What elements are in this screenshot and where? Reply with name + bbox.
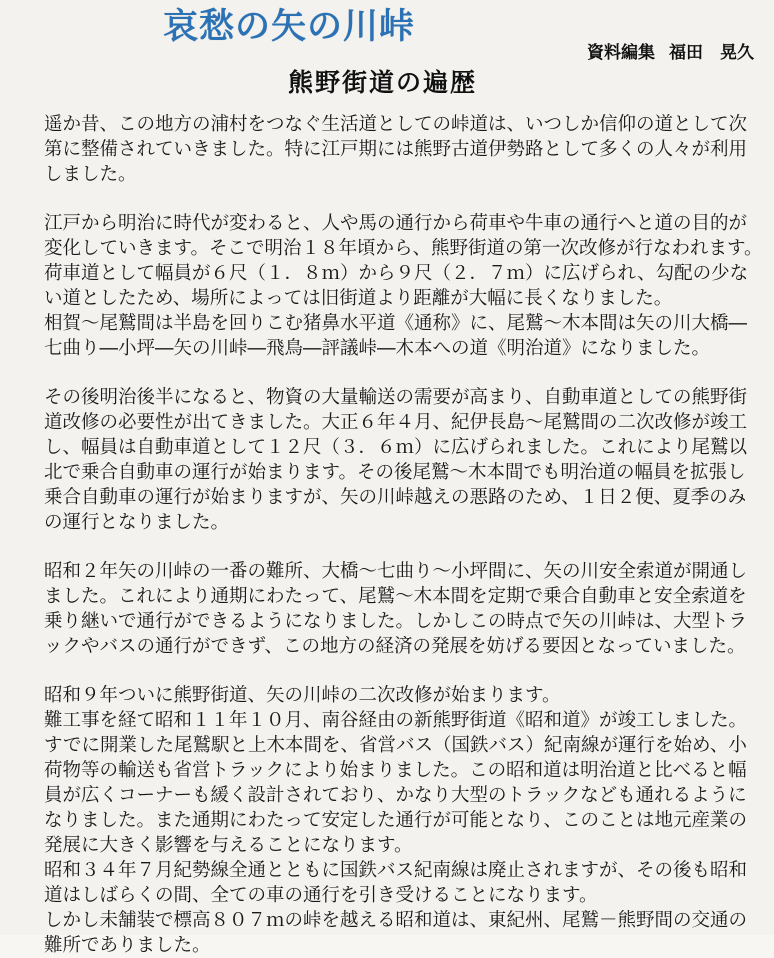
- paragraph-line: ックやバスの通行ができず、この地方の経済の発展を妨げる要因となっていました。: [44, 636, 746, 657]
- paragraph-line: し、幅員は自動車道として１２尺（３．６ｍ）に広げられました。これにより尾鷲以: [44, 437, 748, 458]
- paragraph: [44, 385, 774, 535]
- paragraph-line: い道としたため、場所によっては旧街道より距離が大幅に長くなりました。: [44, 288, 673, 309]
- paragraph-line: しました。: [44, 164, 137, 185]
- paragraph-line: その後明治後半になると、物資の大量輸送の需要が高まり、自動車道としての熊野街: [44, 387, 748, 408]
- paragraph-line: 七曲り―小坪―矢の川峠―飛鳥―評議峠―木本への道《明治道》になりました。: [44, 338, 711, 359]
- document-title: 哀愁の矢の川峠: [163, 7, 416, 47]
- paragraph-line: 乗り継いで通行ができるようになりました。しかしこの時点で矢の川峠は、大型トラ: [44, 611, 748, 632]
- paragraph-line: 道はしばらくの間、全ての車の通行を引き受けることになります。: [44, 885, 598, 906]
- paragraph-line: なりました。また通期にわたって安定した通行が可能となり、このことは地元産業の: [44, 810, 748, 831]
- paragraph-line: の運行となりました。: [44, 512, 230, 533]
- paragraph-line: 乗合自動車の運行が始まりますが、矢の川峠越えの悪路のため、１日２便、夏季のみ: [44, 487, 747, 508]
- paragraph-line: 難工事を経て昭和１１年１０月、南谷経由の新熊野街道《昭和道》が竣工しました。: [44, 710, 748, 731]
- paragraph: [44, 211, 774, 361]
- author-credit: [573, 38, 754, 63]
- paragraph-line: 遥か昔、この地方の浦村をつなぐ生活道としての峠道は、いつしか信仰の道として次: [44, 114, 748, 135]
- paragraph-line: 昭和９年ついに熊野街道、矢の川峠の二次改修が始まります。: [44, 685, 561, 706]
- paragraph-line: 昭和３４年７月紀勢線全通とともに国鉄バス紀南線は廃止されますが、その後も昭和: [44, 860, 748, 881]
- document-subtitle: 熊野街道の遍歴: [288, 68, 478, 97]
- body-text: [44, 112, 774, 958]
- paragraph-line: しかし未舗装で標高８０７ｍの峠を越える昭和道は、東紀州、尾鷲－熊野間の交通の: [44, 910, 748, 931]
- paragraph-line: 北で乗合自動車の運行が始まります。その後尾鷲～木本間でも明治道の幅員を拡張し: [44, 462, 746, 483]
- paragraph-line: すでに開業した尾鷲駅と上木本間を、省営バス（国鉄バス）紀南線が運行を始め、小: [44, 735, 747, 756]
- author-name: 福田 晃久: [669, 43, 754, 63]
- paragraph: [44, 559, 774, 659]
- paragraph-line: ました。これにより通期にわたって、尾鷲～木本間を定期で乗合自動車と安全索道を: [44, 586, 747, 607]
- paragraph-line: 道改修の必要性が出てきました。大正６年４月、紀伊長島～尾鷲間の二次改修が竣工: [44, 412, 748, 433]
- paragraph-line: 江戸から明治に時代が変わると、人や馬の通行から荷車や牛車の通行へと道の目的が: [44, 213, 748, 234]
- paragraph-line: 荷物等の輸送も省営トラックにより始まりました。この昭和道は明治道と比べると幅: [44, 760, 747, 781]
- author-prefix: 資料編集: [587, 43, 655, 63]
- paragraph-line: 変化していきます。そこで明治１８年頃から、熊野街道の第一次改修が行なわれます。: [44, 238, 763, 259]
- paragraph-line: 相賀～尾鷲間は半島を回りこむ猪鼻水平道《通称》に、尾鷲～木本間は矢の川大橋―: [44, 313, 748, 334]
- paragraph-line: 昭和２年矢の川峠の一番の難所、大橋～七曲り～小坪間に、矢の川安全索道が開通し: [44, 561, 748, 582]
- paragraph-line: 発展に大きく影響を与えることになります。: [44, 835, 413, 856]
- paragraph-line: 第に整備されていきました。特に江戸期には熊野古道伊勢路として多くの人々が利用: [44, 139, 748, 160]
- paragraph: [44, 683, 774, 958]
- paragraph-line: 荷車道として幅員が６尺（１．８ｍ）から９尺（２．７ｍ）に広げられ、勾配の少な: [44, 263, 749, 284]
- paragraph-line: 難所でありました。: [44, 935, 211, 956]
- paragraph: [44, 112, 774, 187]
- paragraph-line: 員が広くコーナーも緩く設計されており、かなり大型のトラックなども通れるように: [44, 785, 747, 806]
